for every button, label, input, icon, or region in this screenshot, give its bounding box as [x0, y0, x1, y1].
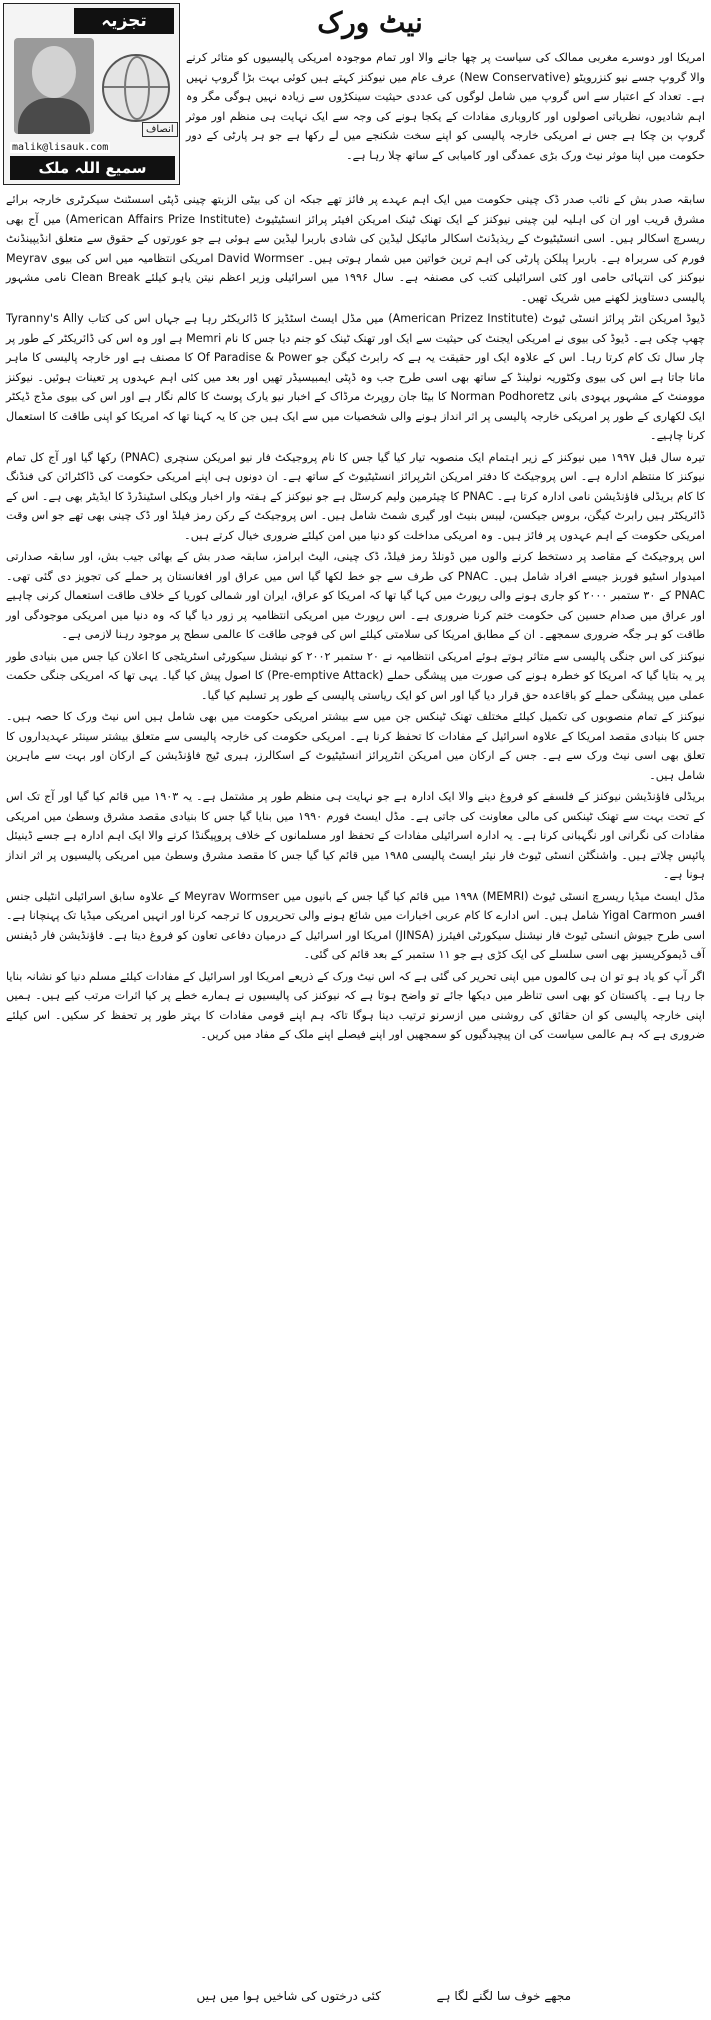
body-paragraph: اس پروجیکٹ کے مقاصد پر دستخط کرنے والوں میں ڈونلڈ رمز فیلڈ، ڈک چینی، الیٹ ابرامز، سابقہ صدر بش کے بھائی جیب بش، اور سابقہ صدارتی امیدوار اسٹیو فوربز جیسے افراد شامل ہیں۔ PNAC کی طرف سے جو خط لکھا گیا اس میں عراق اور افغانستان پر حملے کی تجویز دی گئی تھی۔ PNAC کے ۳۰ ستمبر ۲۰۰۰ کو جاری ہونے والی رپورٹ میں کہا گیا تھا کہ امریکا کو عراق، ایران اور شمالی کوریا کے خلاف طاقت استعمال کرنی چاہیے اور عراق میں صدام حسین کی حکومت ختم کرنا ضروری ہے۔ اس رپورٹ میں امریکی انتظامیہ پر زور دیا گیا کہ وہ دنیا میں امریکی موجودگی اور طاقت کو ہر جگہ ضروری سمجھے۔ ان کے مطابق امریکا کی سلامتی کیلئے اس کی فوجی طاقت کا عالمی سطح پر موجود رہنا لازمی ہے۔: [6, 550, 705, 641]
body-paragraph: ڈیوڈ امریکن انٹر پرائز انسٹی ٹیوٹ (American Prizez Institute) میں مڈل ایسٹ اسٹڈیز کا ڈائریکٹر رہا ہے جہاں اس کی کتاب Tyranny's Ally چھپ چکی ہے۔ ڈیوڈ کی بیوی نے امریکی ایجنٹ کی حیثیت سے ایک اور تھنک ٹینک کو جنم دیا جس کا نام Memri ہے اور وہ اس کی ڈائریکٹر کے طور پر چار سال تک کام کرتا رہا۔ اس کے علاوہ ایک اور حقیقت یہ ہے کہ رابرٹ کیگن جو Of Paradise & Power کا مصنف ہے اور خارجہ پالیسی کا ماہر مانا جاتا ہے اس کی بیوی وکٹوریہ نولینڈ کے ساتھ بھی اسی طرح جب وہ ڈپٹی ایمبیسیڈر تھیں اور بعد میں کئی اہم عہدوں پر تعینات ہوئیں۔ نیوکنز موومنٹ کے مشہور یہودی بانی Norman Podhoretz کا بیٹا جان روپرٹ مرڈاک کے اخبار نیو یارک پوسٹ کا کالم نگار ہے اور اس کی بیوی مڈج ڈیکٹر ایک لکھاری کے طور پر امریکی خارجہ پالیسی پر اثر انداز ہونے والی شخصیات میں سے ایک ہیں جن کا یہ کہنا تھا کہ امریکا کو اپنی طاقت کا استعمال کرنا چاہیے۔: [6, 312, 706, 442]
verse-line: کئی درختوں کی شاخیں ہوا میں ہیں: [196, 1989, 381, 2003]
columnist-box: [3, 3, 180, 185]
portrait-head: [32, 46, 76, 98]
body-paragraph: سابقہ صدر بش کے نائب صدر ڈک چینی حکومت میں ایک اہم عہدے پر فائز تھے جبکہ ان کی بیٹی الزبتھ چینی ڈپٹی اسسٹنٹ سیکرٹری خارجہ برائے مشرق قریب اور ان کی اہلیہ لین چینی نیوکنز کے ایک تھنک ٹینک امریکن افیئر پرائز انسٹیٹیوٹ (American Affairs Prize Institute) میں آج بھی ریسرچ اسکالر ہیں۔ اسی انسٹیٹیوٹ کے ریذیڈنٹ اسکالر مائیکل لیڈین کی شادی باربرا لیڈین سے ہوئی ہے جو عورتوں کے حقوق سے متعلق انڈیپینڈنٹ فورم کی سربراہ ہے۔ باربرا پبلکن پارٹی کی اہم ترین خواتین میں شمار ہوتی ہیں۔ David Wormser امریکی انتظامیہ میں اس کی بیوی Meyrav نیوکنز کی انتہائی حامی اور کئی اسرائیلی کتب کی مصنفہ ہے۔ سال ۱۹۹۶ میں اسرائیلی وزیر اعظم نیتن یاہو کیلئے Clean Break نامی مشہور پالیسی دستاویز لکھنے میں شریک تھیں۔: [6, 193, 706, 304]
body-paragraph: نیوکنز کی اس جنگی پالیسی سے متاثر ہوتے ہوئے امریکی انتظامیہ نے ۲۰ ستمبر ۲۰۰۲ کو نیشنل سیکورٹی اسٹریٹجی کا اعلان کیا جس میں بنیادی طور پر یہ بتایا گیا کہ امریکا کو خطرہ ہونے کی صورت میں پیشگی حملے (Pre-emptive Attack) کا اصول پیش کیا گیا۔ یہی تھا کہ امریکی جنگی حکمت عملی میں پیشگی حملے کو باقاعدہ حق قرار دیا گیا اور اس کو ایک ریاستی پالیسی کے طور پر تسلیم کیا گیا۔: [6, 649, 706, 702]
publication-logo: انصاف: [142, 122, 178, 137]
globe-icon: [102, 54, 170, 122]
author-name: سمیع اللہ ملک: [10, 156, 175, 180]
body-paragraph: بریڈلی فاؤنڈیشن نیوکنز کے فلسفے کو فروغ دینے والا ایک ادارہ ہے جو نہایت ہی منظم طور پر مشتمل ہے۔ یہ ۱۹۰۳ میں قائم کیا گیا اور آج تک اس کے تحت بہت سے تھنک ٹینکس کی مالی معاونت کی جاتی ہے۔ مڈل ایسٹ فورم ۱۹۹۰ میں بنایا گیا جس کا بنیادی مقصد مشرق وسطیٰ میں امریکی مفادات کی نگرانی اور نگہبانی کرنا ہے۔ یہ ادارہ اسرائیلی مفادات کے تحفظ اور مسلمانوں کے خلاف پروپیگنڈا کرنے والا ایک اہم ادارہ ہے جسے ڈینیئل پائپس چلاتے ہیں۔ واشنگٹن انسٹی ٹیوٹ فار نیئر ایسٹ پالیسی ۱۹۸۵ میں قائم کیا گیا جس کا مقصد مشرق وسطیٰ میں امریکی پالیسیوں پر اثر انداز ہونا ہے۔: [6, 790, 705, 881]
intro-paragraph: امریکا اور دوسرے مغربی ممالک کی سیاست پر چھا جانے والا اور تمام موجودہ امریکی پالیسیوں کو متاثر کرنے والا گروپ جسے نیو کنزرویٹو (New Conservative) عرف عام میں نیوکنز کہتے ہیں کوئی بہت بڑا گروپ نہیں ہے۔ تعداد کے اعتبار سے اس گروپ میں شامل لوگوں کی عددی حیثیت سینکڑوں سے زیادہ نہیں ہوگی مگر وہ اہم شادیوں، نظریاتی اصولوں اور کاروباری مفادات کے یکجا ہونے کی وجہ سے ایک نہایت ہی منظم اور موثر گروپ بن چکا ہے جس نے امریکی خارجہ پالیسی کو اپنے سخت شکنجے میں لے رکھا ہے جو ہر پارٹی کے دور حکومت میں اپنا موثر نیٹ ورک بڑی عمدگی اور کامیابی کے ساتھ چلا رہا ہے۔: [186, 51, 705, 162]
body-paragraph: مڈل ایسٹ میڈیا ریسرچ انسٹی ٹیوٹ (MEMRI) ۱۹۹۸ میں قائم کیا گیا جس کے بانیوں میں Meyrav Wormser کے علاوہ سابق اسرائیلی انٹیلی جنس افسر Yigal Carmon شامل ہیں۔ اس ادارے کا کام عربی اخبارات میں شائع ہونے والی تحریروں کا ترجمہ کرنا اور انہیں امریکی میڈیا تک پہنچانا ہے۔ اسی طرح جیوش انسٹی ٹیوٹ فار نیشنل سیکورٹی افیئرز (JINSA) امریکا اور اسرائیل کے درمیان دفاعی تعاون کو فروغ دیتا ہے۔ فاؤنڈیشن فار ڈیفنس آف ڈیموکریسیز بھی اسی سلسلے کی ایک کڑی ہے جو ۱۱ ستمبر کے بعد قائم کی گئی۔: [6, 889, 706, 961]
portrait-body: [18, 98, 90, 134]
body-paragraph: تیرہ سال قبل ۱۹۹۷ میں نیوکنز کے زیر اہتمام ایک منصوبہ تیار کیا گیا جس کا نام پروجیکٹ فار نیو امریکن سنچری (PNAC) رکھا گیا اور آج کل تمام نیوکنز کا منتظم ادارہ ہے۔ اس پروجیکٹ کا دفتر امریکن انٹرپرائز انسٹیٹیوٹ کے ساتھ ہے۔ ان دونوں ہی اپنے امریکی حکومت کی ڈاکٹرائن کی فنڈنگ کا کام بریڈلی فاؤنڈیشن نامی ادارہ کرتا ہے۔ PNAC کا چیئرمین ولیم کرسٹل ہے جو نیوکنز کے ہفتہ وار اخبار ویکلی اسٹینڈرڈ کا ایڈیٹر بھی ہے۔ اس کے ڈائریکٹر ہیں رابرٹ کیگن، بروس جیکسن، لیبس بنیٹ اور گیری شمٹ شامل ہیں۔ اس پروجیکٹ کے رکن رمز فیلڈ اور ڈک چینی بھی تھے جو اس وقت امریکی حکومت کے اہم عہدوں پر فائز ہیں۔ وہ امریکی مداخلت کو دنیا میں امن کیلئے ضروری خیال کرتے ہیں۔: [6, 450, 705, 542]
body-paragraph: نیوکنز کے تمام منصوبوں کی تکمیل کیلئے مختلف تھنک ٹینکس جن میں سے بیشتر امریکی حکومت میں بھی شامل ہیں اس نیٹ ورک کا حصہ ہیں۔ جس کا بنیادی مقصد امریکا کے علاوہ اسرائیل کے مفادات کا تحفظ کرنا ہے۔ امریکی حکومت کی خارجہ پالیسی سے متعلق بیشتر سینئر عہدیداروں کا تعلق بھی اسی نیٹ ورک سے ہے۔ جس کے ارکان میں امریکن انٹرپرائز انسٹیٹیوٹ کے اسکالرز، ہیری ٹیج فاؤنڈیشن کے ارکان اور بہت سے ماہرین شامل ہیں۔: [6, 710, 705, 782]
closing-verse: [0, 1985, 711, 2015]
article-title: نیٹ ورک: [317, 6, 423, 39]
author-photo: [14, 38, 94, 134]
globe-meridian: [124, 56, 150, 120]
section-label: تجزیہ: [74, 8, 174, 34]
verse-line: مجھے خوف سا لگنے لگا ہے: [436, 1989, 571, 2003]
body-paragraph: اگر آپ کو یاد ہو تو ان ہی کالموں میں اپنی تحریر کی گئی ہے کہ اس نیٹ ورک کے ذریعے امریکا اور اسرائیل کے مفادات کیلئے مسلم دنیا کو نشانہ بنایا جا رہا ہے۔ پاکستان کو بھی اسی تناظر میں دیکھا جائے تو واضح ہوتا ہے کہ نیوکنز کی پالیسیوں نے ہمارے خطے پر کیا اثرات مرتب کیے ہیں۔ ہمیں اپنی خارجہ پالیسی کو ان حقائق کی روشنی میں ازسرنو ترتیب دینا ہوگا تاکہ ہم اپنے قومی مفادات کا بہتر طور پر تحفظ کر سکیں۔ اس کیلئے ضروری ہے کہ ہم عالمی سیاست کی ان پیچیدگیوں کو سمجھیں اور اپنے فیصلے اپنے ملک کے مفاد میں کریں۔: [6, 969, 705, 1041]
article-intro: [186, 48, 705, 167]
author-email[interactable]: malik@lisauk.com: [12, 142, 109, 153]
article-body: [6, 190, 705, 1047]
